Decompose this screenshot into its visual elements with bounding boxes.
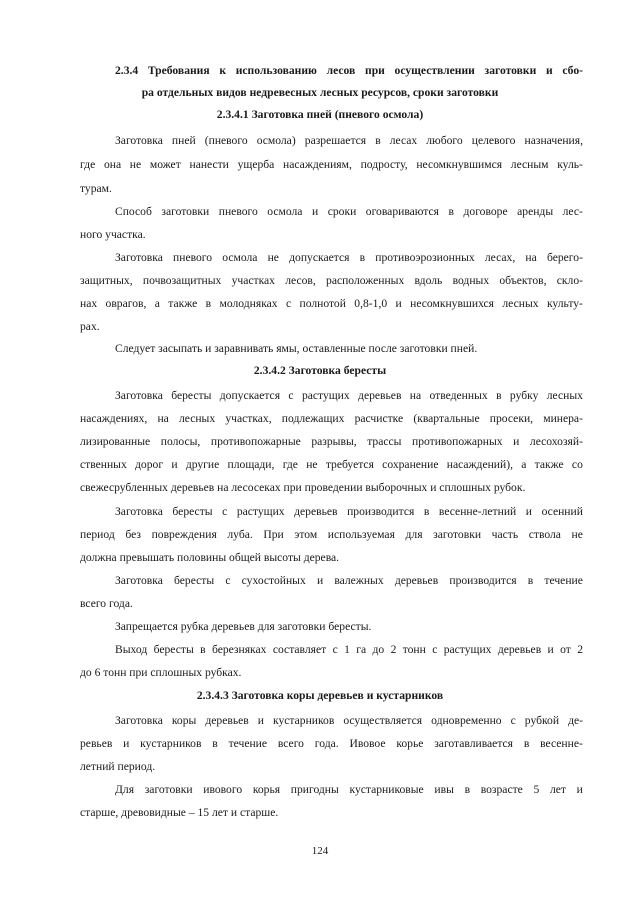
word: луба. (227, 528, 253, 541)
word: деревьев (497, 643, 542, 656)
paragraph-line: свежесрубленных деревьев на лесосеках при проведении выборочных и сплошных рубок. (80, 481, 526, 494)
word: осуществлении (394, 64, 475, 77)
paragraph-line (80, 528, 583, 542)
word: и (257, 714, 264, 727)
word: 2 (390, 643, 397, 656)
word: не (306, 458, 318, 471)
word: лесным (510, 158, 549, 171)
word: где (282, 458, 298, 471)
word: 0,8-1,0 (354, 297, 388, 310)
word: ущерба (237, 158, 275, 171)
paragraph-line: всего года. (80, 597, 133, 610)
word: использованию (235, 64, 317, 77)
word: почвозащитных (142, 274, 222, 287)
word: противопожарных (412, 435, 503, 448)
word: рубкой (524, 714, 560, 727)
word: разрывы, (311, 435, 357, 448)
word: для (405, 528, 423, 541)
word: объектов, (499, 274, 547, 287)
word: также (534, 458, 564, 471)
word: участках (231, 274, 275, 287)
word: возрасте (480, 783, 523, 796)
word: нанести (189, 158, 229, 171)
word: заготовки (484, 64, 537, 77)
word: Заготовка (115, 389, 163, 402)
word: ствола (528, 528, 561, 541)
word: и (547, 643, 554, 656)
word: берего- (546, 251, 583, 264)
word: При (263, 528, 284, 541)
word: (пневого (204, 134, 248, 147)
word: в (523, 737, 530, 750)
subsection-title-2-3-4-1: 2.3.4.1 Заготовка пней (пневого осмола) (216, 108, 424, 121)
word: ревьев (80, 737, 113, 750)
word: водных (452, 274, 490, 287)
word: осенний (541, 505, 583, 518)
word: лесохозяй- (529, 435, 583, 448)
word: растущих (301, 389, 350, 402)
word: ивы (434, 783, 454, 796)
word: где (80, 158, 96, 171)
word: в (212, 737, 218, 750)
word: оговариваются (365, 205, 439, 218)
word: 2 (577, 643, 583, 656)
word: культу- (546, 297, 583, 310)
paragraph-line (115, 134, 583, 148)
word: осуществляется (343, 714, 423, 727)
word: не (267, 251, 279, 264)
paragraph-line (115, 574, 583, 588)
paragraph-line (115, 505, 583, 519)
paragraph-line (80, 458, 583, 472)
word: в (359, 251, 366, 264)
word: период (80, 528, 115, 541)
word: несомкнувшихся (410, 297, 495, 310)
word: и (576, 783, 583, 796)
word: до (372, 643, 385, 656)
word: на (409, 389, 422, 402)
word: течение (228, 737, 268, 750)
word: в (375, 134, 381, 147)
word: с (332, 643, 338, 656)
word: площади, (227, 458, 275, 471)
word: лизированные (80, 435, 151, 448)
word: и (311, 205, 319, 218)
word: лет (549, 783, 566, 796)
section-title-line-2: ра отдельных видов недревесных лесных ресурсов, сроки заготовки (141, 86, 499, 99)
word: рубку (509, 389, 539, 402)
word: Заготовка (115, 251, 163, 264)
word: а (154, 297, 160, 310)
word: и (171, 458, 178, 471)
word: заготовки (433, 528, 482, 541)
section-title-line-1 (115, 64, 583, 78)
word: повреждения (151, 528, 217, 541)
word: защитных, (80, 274, 133, 287)
word: кустарников (140, 737, 202, 750)
word: бересты (171, 389, 212, 402)
paragraph-line: Следует засыпать и заравнивать ямы, оставленные после заготовки пней. (115, 342, 478, 355)
word: целевого (471, 134, 516, 147)
word: 5 (533, 783, 540, 796)
word: га (356, 643, 367, 656)
paragraph-line (115, 643, 583, 657)
paragraph-line (115, 714, 583, 728)
word: не (571, 528, 583, 541)
word: корья (252, 783, 281, 796)
word: сухостойных (241, 574, 306, 587)
paragraph-line (80, 737, 583, 751)
paragraph-line: Запрещается рубка деревьев для заготовки бересты. (115, 620, 372, 633)
word: года. (314, 737, 339, 750)
paragraph-line: должна превышать половины общей высоты дерева. (80, 551, 340, 564)
paragraph-line: турам. (80, 182, 112, 195)
word: а (521, 458, 527, 471)
word: расположенных (326, 274, 405, 287)
word: допускается (289, 251, 350, 264)
word: с (432, 643, 438, 656)
word: Требования (147, 64, 210, 77)
word: может (149, 158, 181, 171)
word: пневого (218, 205, 258, 218)
word: Для (115, 783, 135, 796)
word: осмола) (256, 134, 296, 147)
word: со (571, 458, 583, 471)
word: весенне- (540, 737, 583, 750)
word: осмола (222, 251, 258, 264)
word: не (129, 158, 142, 171)
word: пневого (173, 251, 213, 264)
paragraph-line (80, 297, 583, 311)
word: осмола (267, 205, 303, 218)
word: весенне-летний (438, 505, 517, 518)
word: всего (277, 737, 304, 750)
word: деревьев (205, 714, 249, 727)
paragraph-line (80, 435, 583, 449)
word: отведенных (429, 389, 488, 402)
word: составляет (272, 643, 327, 656)
word: деревьев (358, 389, 402, 402)
word: валежных (334, 574, 384, 587)
word: де- (568, 714, 583, 727)
word: с (285, 297, 292, 310)
word: бересты (153, 643, 194, 656)
page-number: 124 (311, 845, 329, 857)
word: назначения, (524, 134, 583, 147)
word: при (365, 64, 385, 77)
word: пригодны (290, 783, 339, 796)
word: используемая (327, 528, 395, 541)
subsection-title-2-3-4-3: 2.3.4.3 Заготовка коры деревьев и кустарников (196, 689, 444, 702)
word: растущих (236, 505, 285, 518)
word: оврагов, (105, 297, 147, 310)
word: нах (80, 297, 98, 310)
word: в (527, 574, 534, 587)
word: любого (426, 134, 463, 147)
word: корье (396, 737, 424, 750)
word: Выход (115, 643, 148, 656)
word: кустарниковые (349, 783, 424, 796)
word: противоэрозионных (375, 251, 475, 264)
word: лесов (326, 64, 356, 77)
word: и (123, 737, 130, 750)
word: коры (171, 714, 197, 727)
word: на (157, 412, 169, 425)
paragraph-line (115, 783, 583, 797)
word: скло- (556, 274, 583, 287)
word: деревьев (294, 505, 338, 518)
word: 2.3.4 (115, 64, 139, 77)
word: вдоль (414, 274, 443, 287)
word: растущих (443, 643, 492, 656)
word: заготовки (161, 205, 210, 218)
word: в (200, 643, 206, 656)
word: в (423, 505, 430, 518)
paragraph-line (80, 412, 583, 426)
word: договоре (463, 205, 508, 218)
word: Заготовка (115, 505, 163, 518)
word: лесах (389, 134, 418, 147)
word: в (464, 783, 471, 796)
word: кустарников (273, 714, 335, 727)
word: Способ (115, 205, 152, 218)
word: Заготовка (115, 134, 163, 147)
word: производится (449, 574, 517, 587)
word: другие (185, 458, 220, 471)
word: Заготовка (115, 574, 163, 587)
word: с (510, 714, 516, 727)
word: и (525, 505, 533, 518)
word: Ивовое (349, 737, 386, 750)
word: с (225, 574, 231, 587)
word: ивового (203, 783, 243, 796)
word: и (316, 574, 324, 587)
word: течение (544, 574, 583, 587)
word: минера- (543, 412, 583, 425)
paragraph-line: старше, древовидные – 15 лет и старше. (80, 806, 279, 819)
word: также (168, 297, 198, 310)
subsection-title-2-3-4-2: 2.3.4.2 Заготовка бересты (253, 364, 387, 377)
word: несомкнувшимся (416, 158, 503, 171)
word: этом (294, 528, 318, 541)
word: лесных (178, 412, 216, 425)
paragraph-line (80, 274, 583, 288)
paragraph-line (115, 389, 583, 403)
word: допускается (219, 389, 281, 402)
word: с (222, 505, 228, 518)
word: насаждениям, (283, 158, 352, 171)
word: Заготовка (115, 714, 163, 727)
word: разрешается (304, 134, 367, 147)
word: заготавливается (434, 737, 514, 750)
word: производится (347, 505, 415, 518)
word: к (219, 64, 227, 77)
paragraph-line: до 6 тонн при сплошных рубках. (80, 666, 242, 679)
paragraph-line: рах. (80, 320, 100, 333)
word: полнотой (299, 297, 346, 310)
word: сохранение (382, 458, 439, 471)
word: лес- (562, 205, 583, 218)
word: насаждениях, (80, 412, 148, 425)
word: бересты (172, 505, 213, 518)
word: сроки (327, 205, 357, 218)
word: лесных (546, 389, 583, 402)
word: 1 (344, 643, 350, 656)
word: и (546, 64, 553, 77)
word: просеки, (489, 412, 534, 425)
word: в (205, 297, 212, 310)
word: без (125, 528, 141, 541)
word: на (525, 251, 537, 264)
paragraph-line: летний период. (80, 760, 156, 773)
word: с (288, 389, 294, 402)
word: от (560, 643, 571, 656)
word: насаждений), (446, 458, 513, 471)
paragraph-line: ного участка. (80, 228, 146, 241)
word: противопожарные (210, 435, 301, 448)
word: дорог (135, 458, 164, 471)
word: деревьев (394, 574, 439, 587)
word: трассы (367, 435, 402, 448)
word: лесах, (484, 251, 516, 264)
word: подросту, (360, 158, 408, 171)
word: куль- (557, 158, 583, 171)
word: и (513, 435, 520, 448)
word: аренды (517, 205, 554, 218)
paragraph-line (115, 251, 583, 265)
word: в (448, 205, 454, 218)
word: бересты (174, 574, 215, 587)
word: тонн (402, 643, 426, 656)
word: лесов, (285, 274, 316, 287)
word: участках, (225, 412, 272, 425)
word: пней (171, 134, 196, 147)
word: березняках (211, 643, 267, 656)
word: и (395, 297, 402, 310)
word: она (103, 158, 122, 171)
word: молодняках (219, 297, 278, 310)
word: сбо- (562, 64, 583, 77)
word: в (496, 389, 502, 402)
paragraph-line (80, 158, 583, 172)
paragraph-line (115, 205, 583, 219)
word: требуется (325, 458, 374, 471)
word: часть (491, 528, 519, 541)
word: расчистке (354, 412, 404, 425)
word: заготовки (144, 783, 193, 796)
word: подлежащих (281, 412, 345, 425)
word: одновременно (431, 714, 502, 727)
word: ственных (80, 458, 127, 471)
word: (квартальные (413, 412, 480, 425)
word: лесных (502, 297, 539, 310)
word: полосы, (160, 435, 201, 448)
